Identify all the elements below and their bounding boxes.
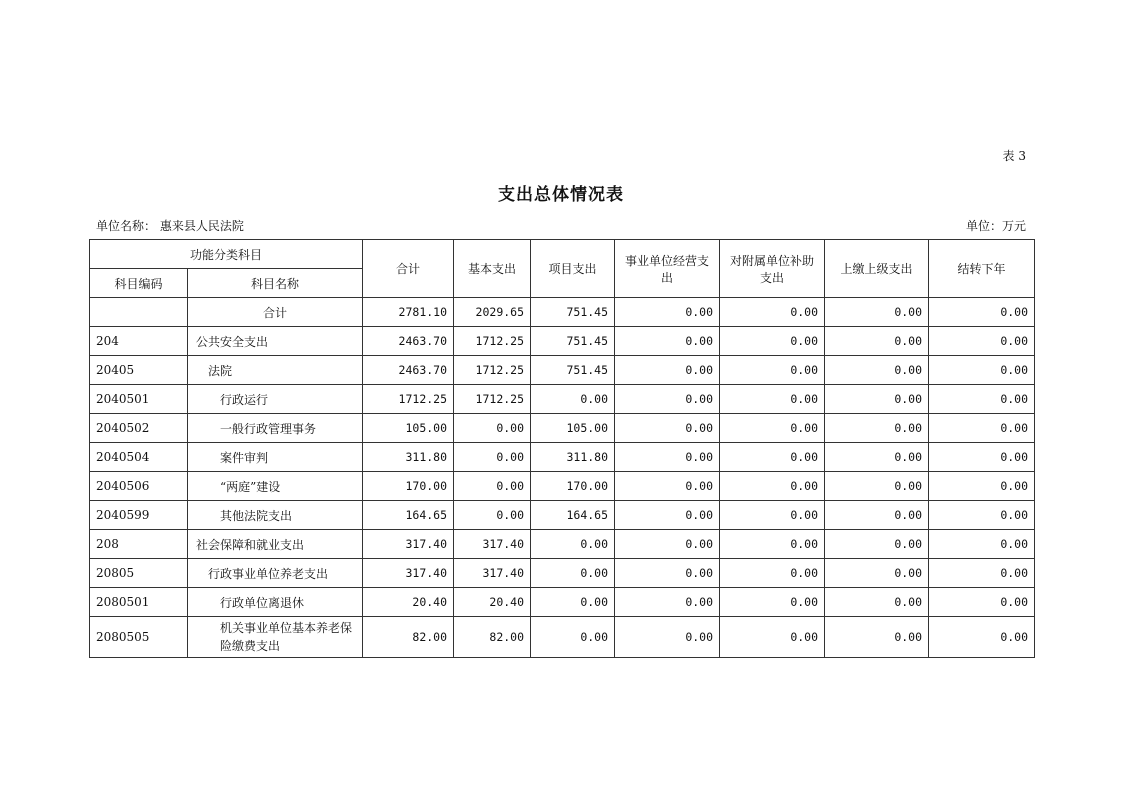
- subject-name: 合计: [188, 298, 363, 327]
- project-value: 751.45: [531, 298, 615, 327]
- carry-value: 0.00: [929, 472, 1035, 501]
- total-value: 2781.10: [363, 298, 454, 327]
- carry-value: 0.00: [929, 356, 1035, 385]
- biz-value: 0.00: [615, 559, 720, 588]
- subject-name: 行政单位离退休: [188, 588, 363, 617]
- currency-unit-label: 单位：万元: [965, 219, 1026, 233]
- total-value: 170.00: [363, 472, 454, 501]
- upper-value: 0.00: [825, 298, 929, 327]
- basic-value: 1712.25: [454, 327, 531, 356]
- header-subject-code: 科目编码: [90, 269, 188, 298]
- project-value: 0.00: [531, 530, 615, 559]
- basic-value: 0.00: [454, 443, 531, 472]
- subject-code: 2040502: [90, 414, 188, 443]
- upper-value: 0.00: [825, 414, 929, 443]
- upper-value: 0.00: [825, 530, 929, 559]
- upper-value: 0.00: [825, 559, 929, 588]
- header-total: 合计: [363, 240, 454, 298]
- basic-value: 0.00: [454, 472, 531, 501]
- table-row: [90, 298, 1035, 327]
- header-subsidiary-subsidy: 对附属单位补助支出: [720, 240, 825, 298]
- subject-name: 其他法院支出: [188, 501, 363, 530]
- subject-name: 社会保障和就业支出: [188, 530, 363, 559]
- total-value: 317.40: [363, 530, 454, 559]
- table-row: [90, 327, 1035, 356]
- project-value: 751.45: [531, 356, 615, 385]
- total-value: 2463.70: [363, 327, 454, 356]
- basic-value: 1712.25: [454, 356, 531, 385]
- table-body: [90, 298, 1035, 658]
- upper-value: 0.00: [825, 588, 929, 617]
- subject-name: “两庭”建设: [188, 472, 363, 501]
- header-carry-forward: 结转下年: [929, 240, 1035, 298]
- subsidy-value: 0.00: [720, 472, 825, 501]
- subsidy-value: 0.00: [720, 617, 825, 658]
- subsidy-value: 0.00: [720, 559, 825, 588]
- subject-code: 20805: [90, 559, 188, 588]
- upper-value: 0.00: [825, 327, 929, 356]
- upper-value: 0.00: [825, 443, 929, 472]
- carry-value: 0.00: [929, 588, 1035, 617]
- subject-name: 公共安全支出: [188, 327, 363, 356]
- basic-value: 0.00: [454, 414, 531, 443]
- table-row: [90, 588, 1035, 617]
- page-title: 支出总体情况表: [498, 185, 624, 205]
- project-value: 0.00: [531, 617, 615, 658]
- subject-code: 2040506: [90, 472, 188, 501]
- subject-name: 行政运行: [188, 385, 363, 414]
- table-row: [90, 356, 1035, 385]
- subject-code: 2040599: [90, 501, 188, 530]
- header-subject-name: 科目名称: [188, 269, 363, 298]
- total-value: 164.65: [363, 501, 454, 530]
- table-row: [90, 530, 1035, 559]
- carry-value: 0.00: [929, 298, 1035, 327]
- basic-value: 20.40: [454, 588, 531, 617]
- project-value: 311.80: [531, 443, 615, 472]
- upper-value: 0.00: [825, 385, 929, 414]
- basic-value: 0.00: [454, 501, 531, 530]
- subsidy-value: 0.00: [720, 443, 825, 472]
- biz-value: 0.00: [615, 617, 720, 658]
- header-function-category: 功能分类科目: [90, 240, 363, 269]
- carry-value: 0.00: [929, 501, 1035, 530]
- upper-value: 0.00: [825, 617, 929, 658]
- upper-value: 0.00: [825, 356, 929, 385]
- header-project-expenditure: 项目支出: [531, 240, 615, 298]
- total-value: 105.00: [363, 414, 454, 443]
- total-value: 317.40: [363, 559, 454, 588]
- total-value: 20.40: [363, 588, 454, 617]
- subject-name: 一般行政管理事务: [188, 414, 363, 443]
- subject-code: 2040504: [90, 443, 188, 472]
- subsidy-value: 0.00: [720, 414, 825, 443]
- expenditure-table: [89, 239, 1035, 658]
- subject-code: 208: [90, 530, 188, 559]
- total-value: 311.80: [363, 443, 454, 472]
- project-value: 0.00: [531, 559, 615, 588]
- subsidy-value: 0.00: [720, 530, 825, 559]
- carry-value: 0.00: [929, 617, 1035, 658]
- subsidy-value: 0.00: [720, 356, 825, 385]
- subsidy-value: 0.00: [720, 385, 825, 414]
- subject-name: 机关事业单位基本养老保险缴费支出: [188, 617, 363, 658]
- biz-value: 0.00: [615, 298, 720, 327]
- subsidy-value: 0.00: [720, 298, 825, 327]
- subject-code: 20405: [90, 356, 188, 385]
- carry-value: 0.00: [929, 414, 1035, 443]
- project-value: 0.00: [531, 385, 615, 414]
- project-value: 751.45: [531, 327, 615, 356]
- basic-value: 317.40: [454, 530, 531, 559]
- biz-value: 0.00: [615, 327, 720, 356]
- subject-code: 204: [90, 327, 188, 356]
- biz-value: 0.00: [615, 356, 720, 385]
- total-value: 82.00: [363, 617, 454, 658]
- header-basic-expenditure: 基本支出: [454, 240, 531, 298]
- project-value: 164.65: [531, 501, 615, 530]
- table-row: [90, 414, 1035, 443]
- carry-value: 0.00: [929, 559, 1035, 588]
- total-value: 1712.25: [363, 385, 454, 414]
- biz-value: 0.00: [615, 501, 720, 530]
- project-value: 105.00: [531, 414, 615, 443]
- total-value: 2463.70: [363, 356, 454, 385]
- subject-code: [90, 298, 188, 327]
- header-business-operation: 事业单位经营支出: [615, 240, 720, 298]
- subject-code: 2080505: [90, 617, 188, 658]
- project-value: 170.00: [531, 472, 615, 501]
- header-upper-payment: 上缴上级支出: [825, 240, 929, 298]
- biz-value: 0.00: [615, 472, 720, 501]
- table-row: [90, 617, 1035, 658]
- table-row: [90, 472, 1035, 501]
- subject-name: 案件审判: [188, 443, 363, 472]
- table-row: [90, 385, 1035, 414]
- upper-value: 0.00: [825, 501, 929, 530]
- subject-name: 行政事业单位养老支出: [188, 559, 363, 588]
- subsidy-value: 0.00: [720, 588, 825, 617]
- upper-value: 0.00: [825, 472, 929, 501]
- biz-value: 0.00: [615, 588, 720, 617]
- carry-value: 0.00: [929, 385, 1035, 414]
- subject-code: 2080501: [90, 588, 188, 617]
- carry-value: 0.00: [929, 327, 1035, 356]
- biz-value: 0.00: [615, 443, 720, 472]
- table-number: 表 3: [1002, 149, 1026, 163]
- subject-code: 2040501: [90, 385, 188, 414]
- basic-value: 1712.25: [454, 385, 531, 414]
- subsidy-value: 0.00: [720, 327, 825, 356]
- subject-name: 法院: [188, 356, 363, 385]
- carry-value: 0.00: [929, 443, 1035, 472]
- table-row: [90, 501, 1035, 530]
- subsidy-value: 0.00: [720, 501, 825, 530]
- table-row: [90, 443, 1035, 472]
- carry-value: 0.00: [929, 530, 1035, 559]
- basic-value: 2029.65: [454, 298, 531, 327]
- biz-value: 0.00: [615, 414, 720, 443]
- table-row: [90, 559, 1035, 588]
- unit-name-label: 单位名称： 惠来县人民法院: [96, 219, 244, 233]
- biz-value: 0.00: [615, 530, 720, 559]
- biz-value: 0.00: [615, 385, 720, 414]
- basic-value: 317.40: [454, 559, 531, 588]
- basic-value: 82.00: [454, 617, 531, 658]
- project-value: 0.00: [531, 588, 615, 617]
